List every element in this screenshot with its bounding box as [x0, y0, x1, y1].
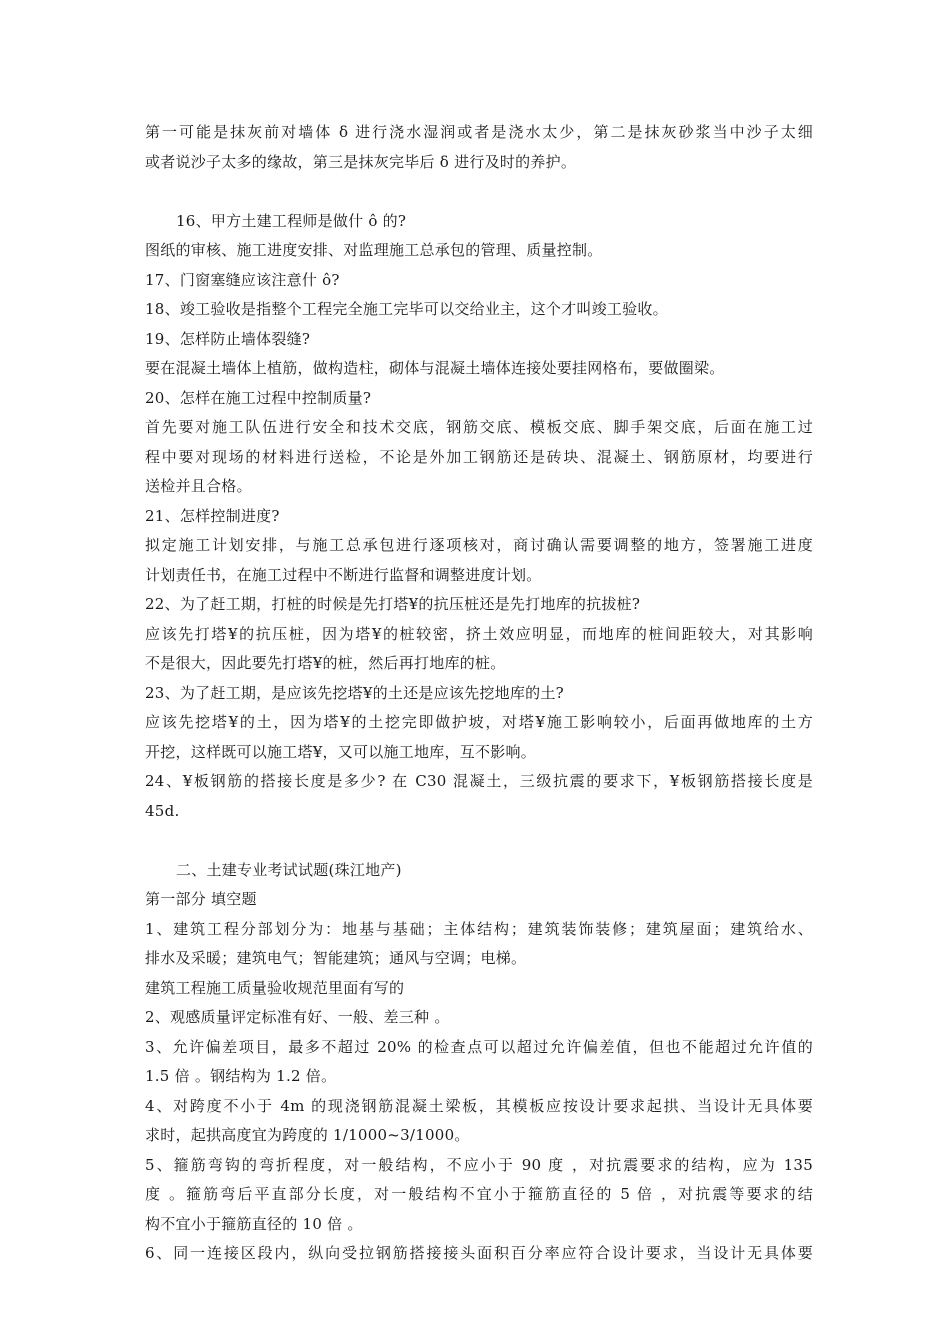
text-line: 17、门窗塞缝应该注意什 ô? [145, 270, 340, 289]
text-line: 18、竣工验收是指整个工程完全施工完毕可以交给业主，这个才叫竣工验收。 [145, 300, 668, 318]
text-line: 22、为了赶工期，打桩的时候是先打塔¥的抗压桩还是先打地库的抗拔桩? [145, 595, 641, 613]
text-line: 二、土建专业考试试题(珠江地产) [176, 860, 402, 879]
text-line: 建筑工程施工质量验收规范里面有写的 [145, 978, 405, 997]
text-line: 应该先打塔¥的抗压桩，因为塔¥的桩较密，挤土效应明显，而地库的桩间距较大，对其影响 [145, 624, 813, 643]
document-body [145, 118, 813, 1269]
paragraph-gap [145, 826, 813, 856]
text-line: 1、建筑工程分部划分为：地基与基础；主体结构；建筑装饰装修；建筑屋面；建筑给水、 [145, 919, 813, 938]
paragraph-gap [145, 177, 813, 207]
text-line: 24、¥板钢筋的搭接长度是多少? 在 C30 混凝土，三级抗震的要求下，¥板钢筋搭接长度是 [145, 772, 813, 790]
text-line: 排水及采暖；建筑电气；智能建筑；通风与空调；电梯。 [145, 949, 527, 967]
text-line: 求时，起拱高度宜为跨度的 1/1000~3/1000。 [145, 1126, 470, 1144]
text-line: 5、箍筋弯钩的弯折程度，对一般结构，不应小于 90 度 ，对抗震要求的结构，应为 135 [145, 1155, 813, 1174]
text-line: 应该先挖塔¥的土，因为塔¥的土挖完即做护坡，对塔¥施工影响较小，后面再做地库的土方 [145, 713, 813, 731]
text-line: 要在混凝土墙体上植筋，做构造柱，砌体与混凝土墙体连接处要挂网格布，要做圈梁。 [145, 359, 725, 377]
text-line: 23、为了赶工期，是应该先挖塔¥的土还是应该先挖地库的土? [145, 683, 564, 702]
text-line: 构不宜小于箍筋直径的 10 倍 。 [145, 1214, 363, 1233]
text-line: 16、甲方土建工程师是做什 ô 的? [176, 211, 407, 230]
text-line: 送检并且合格。 [145, 477, 252, 495]
text-line: 2、观感质量评定标准有好、一般、差三种 。 [145, 1008, 450, 1026]
text-line: 19、怎样防止墙体裂缝? [145, 329, 311, 348]
text-line: 6、同一连接区段内，纵向受拉钢筋搭接接头面积百分率应符合设计要求，当设计无具体要 [145, 1244, 813, 1262]
text-line: 拟定施工计划安排，与施工总承包进行逐项核对，商讨确认需要调整的地方，签署施工进度 [145, 536, 813, 554]
text-line: 图纸的审核、施工进度安排、对监理施工总承包的管理、质量控制。 [145, 241, 603, 259]
text-line: 度 。箍筋弯后平直部分长度，对一般结构不宜小于箍筋直径的 5 倍 ，对抗震等要求的结 [145, 1185, 813, 1203]
text-line: 21、怎样控制进度? [145, 506, 280, 525]
text-line: 计划责任书，在施工过程中不断进行监督和调整进度计划。 [145, 565, 542, 584]
text-line: 不是很大，因此要先打塔¥的桩，然后再打地库的桩。 [145, 654, 506, 672]
text-line: 3、允许偏差项目，最多不超过 20% 的检查点可以超过允许偏差值，但也不能超过允许值的 [145, 1037, 813, 1056]
text-line: 开挖，这样既可以施工塔¥，又可以施工地库，互不影响。 [145, 742, 537, 761]
text-line: 第一可能是抹灰前对墙体 δ 进行浇水湿润或者是浇水太少，第二是抹灰砂浆当中沙子太细 [145, 123, 813, 141]
text-line: 4、对跨度不小于 4m 的现浇钢筋混凝土梁板，其模板应按设计要求起拱、当设计无具体要 [145, 1096, 813, 1115]
text-line: 第一部分 填空题 [145, 890, 257, 908]
text-line: 1.5 倍 。钢结构为 1.2 倍。 [145, 1067, 337, 1085]
text-line: 或者说沙子太多的缘故，第三是抹灰完毕后 δ 进行及时的养护。 [145, 152, 577, 171]
text-line: 45d. [145, 801, 180, 820]
text-line: 20、怎样在施工过程中控制质量? [145, 388, 372, 407]
text-line: 首先要对施工队伍进行安全和技术交底，钢筋交底、模板交底、脚手架交底，后面在施工过 [145, 418, 813, 436]
text-line: 程中要对现场的材料进行送检，不论是外加工钢筋还是砖块、混凝土、钢筋原材，均要进行 [145, 447, 813, 466]
